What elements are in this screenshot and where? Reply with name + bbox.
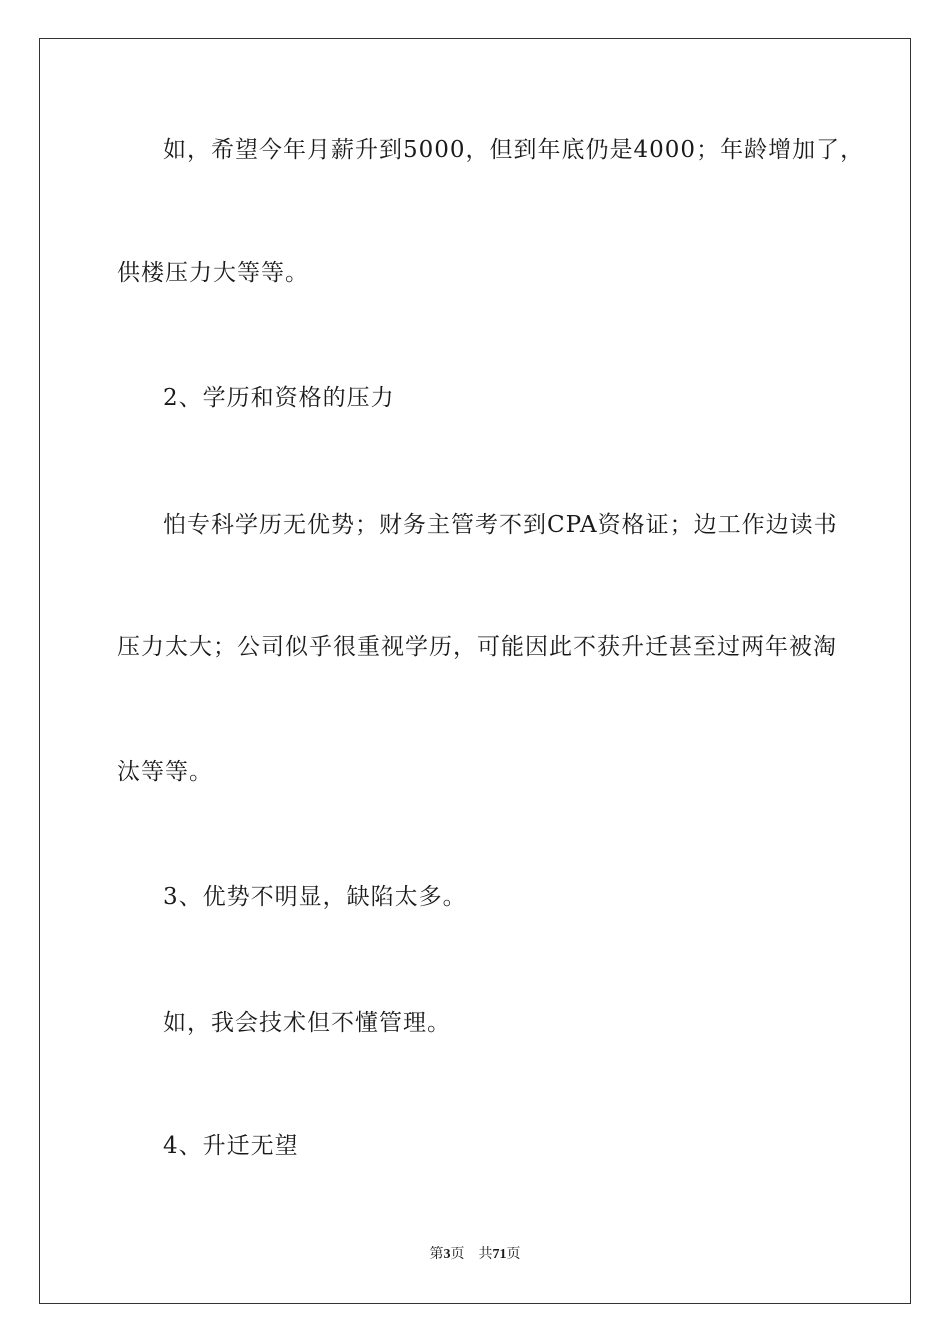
section-heading-3: 3、优势不明显，缺陷太多。	[163, 884, 467, 910]
paragraph-line-5: 压力太大；公司似乎很重视学历，可能因此不获升迁甚至过两年被淘	[117, 634, 837, 660]
section-heading-4: 4、升迁无望	[163, 1133, 299, 1159]
paragraph-line-8: 如，我会技术但不懂管理。	[163, 1010, 451, 1036]
page-footer	[0, 1246, 950, 1264]
paragraph-line-2: 供楼压力大等等。	[117, 260, 309, 286]
footer-page-suffix: 页	[450, 1247, 465, 1262]
footer-total-prefix: 共	[478, 1247, 493, 1262]
page-border	[39, 38, 911, 1304]
footer-total-suffix: 页	[506, 1247, 521, 1262]
paragraph-line-1: 如，希望今年月薪升到5000，但到年底仍是4000；年龄增加了，	[163, 137, 865, 163]
paragraph-line-6: 汰等等。	[117, 759, 213, 785]
paragraph-line-4: 怕专科学历无优势；财务主管考不到CPA资格证；边工作边读书	[163, 512, 838, 538]
section-heading-2: 2、学历和资格的压力	[163, 385, 395, 411]
footer-page-prefix: 第	[429, 1247, 444, 1262]
footer-total-pages: 71	[492, 1247, 507, 1262]
footer-page-number: 3	[443, 1247, 451, 1262]
